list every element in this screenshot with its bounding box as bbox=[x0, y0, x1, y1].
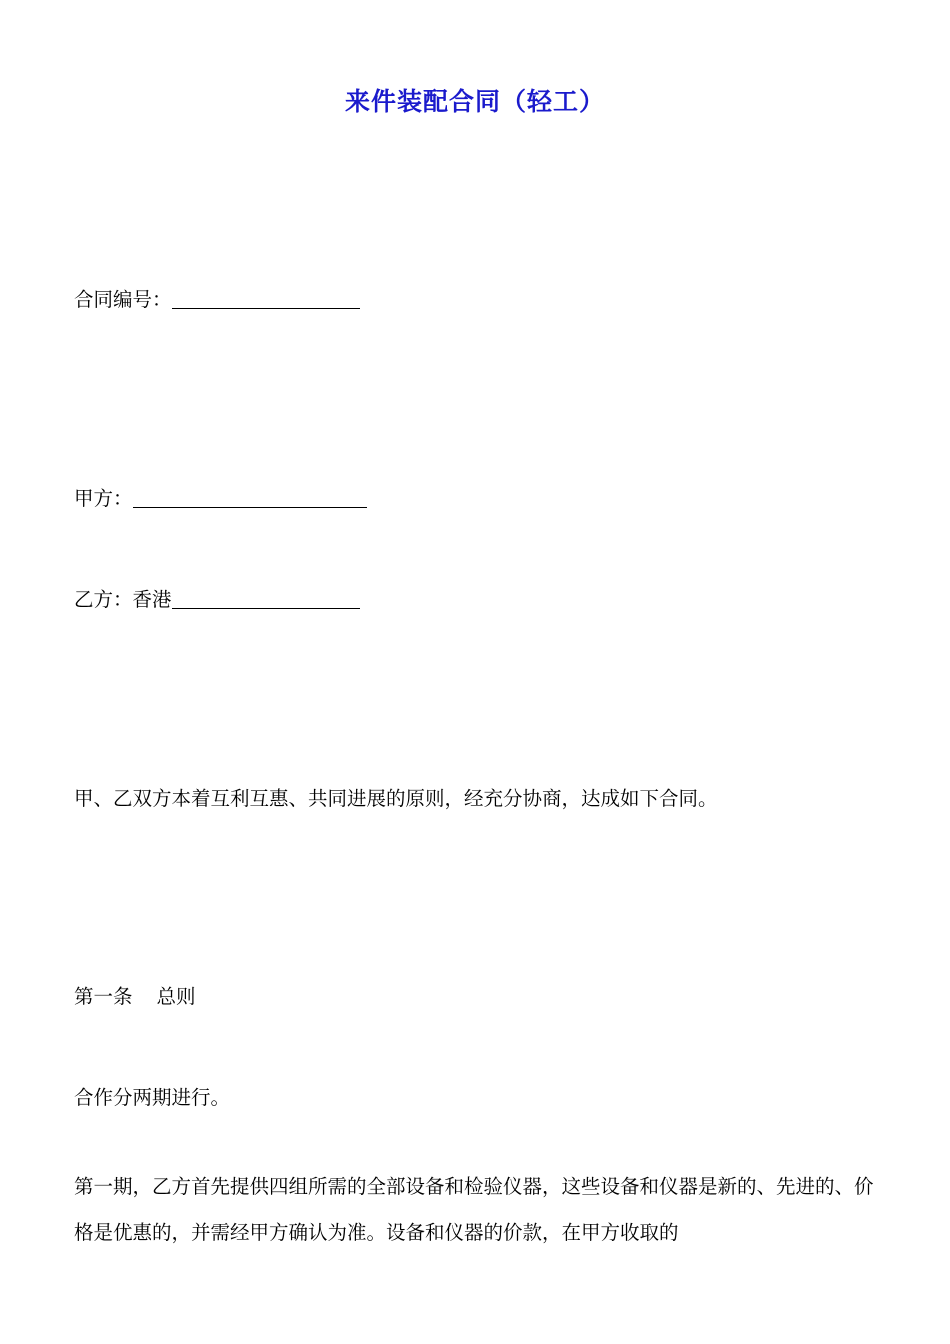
article-1-heading bbox=[74, 982, 196, 1012]
article-1-number: 第一条 bbox=[74, 985, 133, 1008]
contract-number-line bbox=[74, 285, 360, 315]
contract-number-label: 合同编号： bbox=[74, 288, 172, 311]
party-b-value: 香港 bbox=[132, 588, 172, 611]
article-1-title: 总则 bbox=[156, 985, 196, 1008]
preamble: 甲、乙双方本着互利互惠、共同进展的原则，经充分协商，达成如下合同。 bbox=[74, 787, 718, 810]
contract-number-blank bbox=[172, 288, 360, 309]
party-a-line bbox=[74, 484, 367, 514]
party-b-label: 乙方： bbox=[74, 588, 133, 611]
document-title: 来件装配合同（轻工） bbox=[344, 87, 605, 116]
party-a-blank bbox=[133, 487, 367, 508]
party-b-blank bbox=[172, 588, 360, 609]
article-1-paragraph-1: 合作分两期进行。 bbox=[74, 1086, 231, 1109]
party-a-label: 甲方： bbox=[74, 487, 133, 510]
article-1-paragraph-2: 第一期，乙方首先提供四组所需的全部设备和检验仪器，这些设备和仪器是新的、先进的、价格是优惠的，并需经甲方确认为准。设备和仪器的价款，在甲方收取的 bbox=[74, 1175, 874, 1244]
party-b-line bbox=[74, 585, 360, 615]
